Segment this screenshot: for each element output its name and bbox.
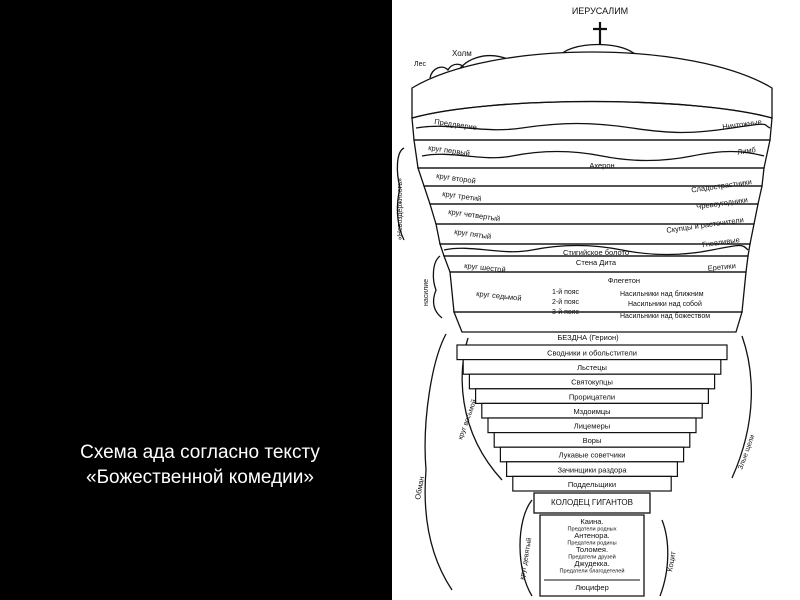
caption-line-2: «Божественной комедии» bbox=[86, 467, 314, 488]
label-circle-7-left: круг седьмой bbox=[475, 289, 522, 303]
label-circle-1-right: Лимб bbox=[736, 145, 757, 157]
brace-violence bbox=[433, 256, 442, 318]
label-circle-3-left: круг третий bbox=[441, 189, 482, 204]
label-circle-6-right: Еретики bbox=[707, 261, 737, 273]
label-belt-3: 3-й пояс bbox=[552, 309, 580, 316]
label-cocytus-zone-3-desc: Предатели друзей bbox=[568, 554, 616, 561]
slide-caption bbox=[40, 440, 360, 490]
brace-fraud bbox=[425, 334, 452, 590]
label-side-fraud: Обман bbox=[413, 475, 427, 501]
label-forest: Лес bbox=[414, 61, 426, 68]
label-styx: Стигийское болото bbox=[563, 248, 629, 257]
label-bolgia-6: Лицемеры bbox=[573, 421, 611, 431]
label-circle-1-left: круг первый bbox=[427, 143, 471, 158]
label-belt-1-desc: Насильники над ближним bbox=[620, 291, 704, 298]
label-vestibule-left: Преддверие bbox=[433, 117, 478, 132]
label-side-violence: насилие bbox=[423, 278, 430, 306]
label-bolgia-4: Прорицатели bbox=[568, 392, 616, 402]
label-side-ninth: круг девятый bbox=[519, 537, 534, 581]
label-acheron: Ахерон bbox=[589, 161, 615, 170]
label-bolgia-7: Воры bbox=[582, 436, 602, 446]
label-giants: КОЛОДЕЦ ГИГАНТОВ bbox=[551, 498, 633, 507]
label-side-cocytus: Коцит bbox=[665, 550, 678, 573]
cross-icon bbox=[593, 22, 607, 44]
label-circle-2-left: круг второй bbox=[435, 171, 477, 186]
label-bolgia-2: Льстецы bbox=[577, 363, 607, 373]
label-dis-wall: Стена Дита bbox=[575, 258, 617, 267]
label-circle-5-left: круг пятый bbox=[453, 227, 492, 242]
label-side-eighth: круг восьмой bbox=[457, 398, 479, 441]
label-bolgia-9: Зачинщики раздора bbox=[557, 465, 627, 475]
inferno-diagram bbox=[392, 0, 800, 600]
label-cocytus-zone-2: Антенора. bbox=[574, 531, 610, 540]
label-circle-3-right: Чревоугодники bbox=[695, 195, 749, 212]
label-bolgia-1: Сводники и обольстители bbox=[547, 348, 637, 358]
label-circle-2-right: Сладострастники bbox=[690, 177, 753, 195]
label-belt-1: 1-й пояс bbox=[552, 289, 580, 296]
label-bolgia-8: Лукавые советчики bbox=[558, 450, 626, 460]
label-belt-2-desc: Насильники над собой bbox=[628, 301, 702, 308]
label-cocytus-zone-2-desc: Предатели родины bbox=[567, 540, 617, 547]
label-cocytus-zone-1: Каина. bbox=[580, 517, 604, 526]
label-phlegethon: Флегетон bbox=[607, 276, 641, 285]
label-belt-2: 2-й пояс bbox=[552, 299, 580, 306]
label-circle-4-left: круг четвертый bbox=[447, 207, 501, 224]
label-circle-4-right: Скупцы и расточители bbox=[665, 215, 745, 235]
caption-line-1: Схема ада согласно тексту bbox=[80, 442, 320, 463]
label-belt-3-desc: Насильники над божеством bbox=[620, 313, 711, 320]
label-abyss: БЕЗДНА (Герион) bbox=[557, 333, 619, 342]
label-vestibule-right: Ничтожные bbox=[721, 117, 763, 132]
inferno-diagram-svg bbox=[392, 0, 800, 600]
label-bolgia-3: Святокупцы bbox=[571, 377, 613, 387]
label-cocytus-zone-4-desc: Предатели благодетелей bbox=[559, 568, 625, 575]
label-side-evil-bolgias: Злые щели bbox=[737, 433, 757, 471]
label-hill: Холм bbox=[452, 49, 472, 58]
label-jerusalem: ИЕРУСАЛИМ bbox=[571, 6, 629, 16]
acheron-wave bbox=[422, 152, 764, 161]
label-circle-6-left: круг шестой bbox=[463, 261, 507, 275]
label-circle-5-right: Гневливые bbox=[701, 235, 741, 250]
label-side-incontinence: «Невоздержность» bbox=[397, 178, 404, 240]
label-cocytus-zone-4: Джудекка. bbox=[574, 559, 610, 568]
label-cocytus-zone-3: Толомея. bbox=[575, 545, 609, 554]
label-cocytus-zone-1-desc: Предатели родных bbox=[567, 526, 617, 533]
label-bolgia-10: Поддельщики bbox=[567, 479, 617, 489]
label-bolgia-5: Мздоимцы bbox=[573, 406, 611, 416]
label-lucifer: Люцифер bbox=[575, 583, 609, 592]
